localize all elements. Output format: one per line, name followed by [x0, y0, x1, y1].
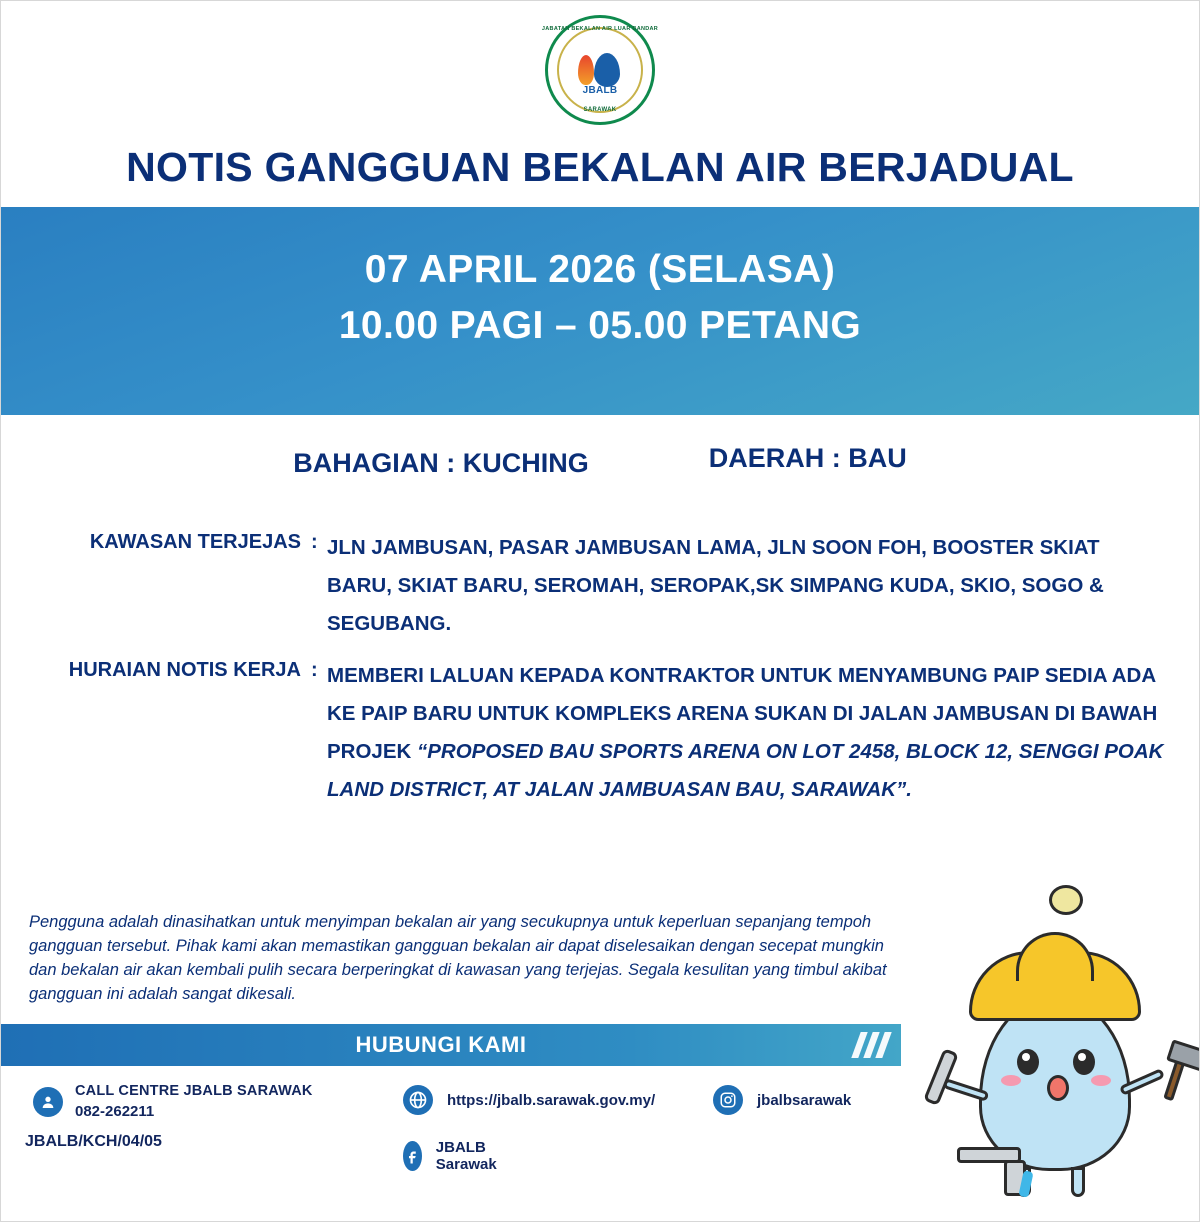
water-drop-flame-icon	[594, 53, 620, 87]
affected-areas-label: KAWASAN TERJEJAS	[89, 531, 301, 553]
bahagian-label: BAHAGIAN : KUCHING	[293, 448, 589, 478]
work-description-colon: :	[311, 658, 318, 681]
logo-inner-ring	[557, 27, 643, 113]
work-description-value	[327, 657, 1169, 809]
footer-instagram-block[interactable]	[713, 1085, 851, 1115]
mascot-right-eye	[1073, 1049, 1095, 1075]
website-row[interactable]	[403, 1085, 655, 1115]
mascot-left-eye	[1017, 1049, 1039, 1075]
slash-decoration-icon	[856, 1032, 887, 1058]
instagram-icon	[713, 1085, 743, 1115]
notice-time: 10.00 PAGI – 05.00 PETANG	[338, 304, 862, 347]
facebook-handle[interactable]: JBALB Sarawak	[435, 1139, 497, 1173]
logo-ring-text-top: JABATAN BEKALAN AIR LUAR BANDAR	[541, 26, 659, 32]
water-tap-icon	[957, 1147, 1021, 1163]
mascot-right-leg	[1071, 1167, 1085, 1197]
affected-areas-colon: :	[311, 531, 318, 553]
mascot-mouth	[1047, 1075, 1069, 1101]
details-section	[41, 529, 1169, 822]
work-description-row	[41, 657, 1169, 809]
mascot-left-cheek	[1001, 1075, 1021, 1086]
work-description-label: HURAIAN NOTIS KERJA	[68, 658, 301, 681]
affected-areas-value: JLN JAMBUSAN, PASAR JAMBUSAN LAMA, JLN SOON FOH, BOOSTER SKIAT BARU, SKIAT BARU, SEROMAH, SEROPAK,SK SIMPANG KUDA, SKIO, SOGO & SEGUBANG.	[327, 536, 1104, 635]
helmet-lamp-icon	[1049, 885, 1083, 915]
hammer-icon	[1163, 1049, 1189, 1102]
date-time-banner	[1, 207, 1199, 415]
call-centre-phone[interactable]: 082-262211	[75, 1103, 155, 1120]
globe-icon	[403, 1085, 433, 1115]
logo-container	[1, 15, 1199, 125]
notice-date: 07 APRIL 2026 (SELASA)	[364, 248, 836, 291]
division-district-row	[1, 443, 1199, 479]
website-url[interactable]: https://jbalb.sarawak.gov.my/	[447, 1091, 656, 1109]
jbalb-logo	[541, 15, 659, 125]
daerah-label: DAERAH : BAU	[708, 443, 907, 473]
contact-bar	[1, 1024, 901, 1066]
instagram-handle[interactable]: jbalbsarawak	[757, 1091, 852, 1109]
safety-helmet-icon	[969, 951, 1141, 1021]
work-description-project-title: “PROPOSED BAU SPORTS ARENA ON LOT 2458, BLOCK 12, SENGGI POAK LAND DISTRICT, AT JALAN JAMBUASAN BAU, SARAWAK”.	[327, 739, 1164, 801]
wrench-icon	[923, 1048, 959, 1106]
logo-ring-text-bottom: SARAWAK	[583, 107, 617, 113]
facebook-icon	[403, 1141, 422, 1171]
logo-acronym: JBALB	[582, 85, 618, 96]
page-title: NOTIS GANGGUAN BEKALAN AIR BERJADUAL	[126, 144, 1074, 190]
affected-areas-row	[41, 529, 1169, 643]
facebook-row[interactable]	[403, 1139, 508, 1173]
advisory-note: Pengguna adalah dinasihatkan untuk menyimpan bekalan air yang secukupnya untuk keperluan sepanjang tempoh gangguan tersebut. Pihak kami akan memastikan gangguan bekalan air dapat diselesaikan dengan secepat mungkin dan bekalan air akan kembali pulih secara berperingkat di kawasan yang terjejas. Segala kesulitan yang timbul akibat gangguan ini adalah sangat dikesali.	[29, 913, 887, 1003]
contact-bar-heading: HUBUNGI KAMI	[355, 1032, 527, 1057]
water-droplet-mascot-icon	[951, 899, 1181, 1219]
reference-number: JBALB/KCH/04/05	[25, 1133, 162, 1150]
mascot-right-cheek	[1091, 1075, 1111, 1086]
work-description-plain: MEMBERI LALUAN KEPADA KONTRAKTOR UNTUK MENYAMBUNG PAIP SEDIA ADA KE PAIP BARU UNTUK KOMPLEKS ARENA SUKAN DI JALAN JAMBUSAN DI BAWAH PROJEK	[327, 663, 1158, 763]
person-icon	[33, 1087, 63, 1117]
call-centre-label: CALL CENTRE JBALB SARAWAK	[75, 1083, 313, 1099]
